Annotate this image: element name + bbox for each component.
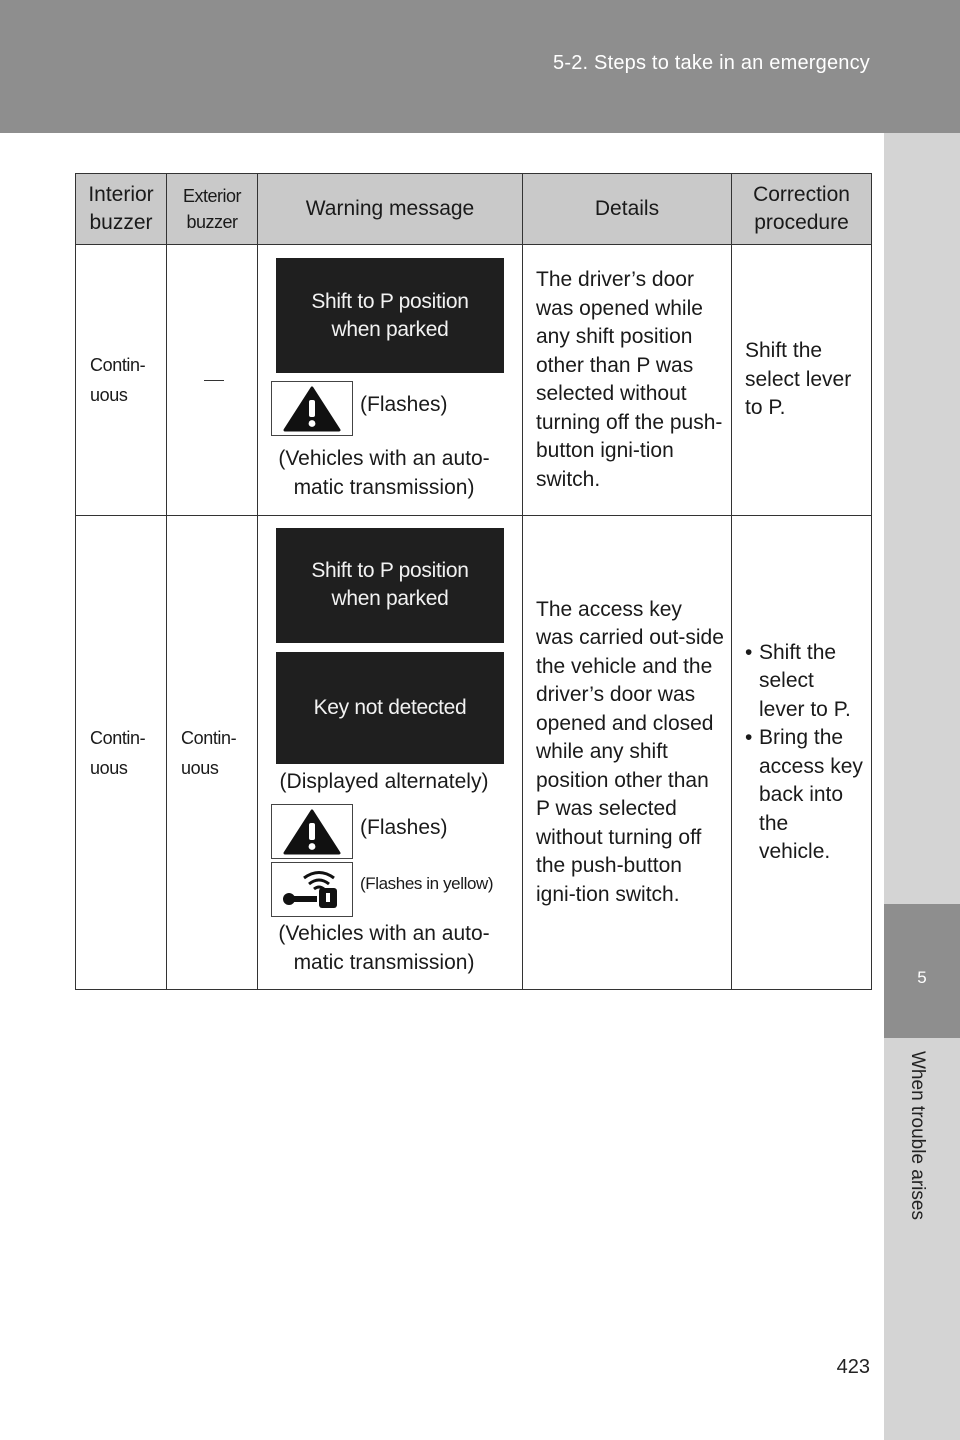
page-header <box>0 0 960 133</box>
correction-step: • Shift the select lever to P. <box>745 639 865 725</box>
warning-triangle-icon <box>282 808 342 856</box>
interior-buzzer-value: Contin- uous <box>90 727 146 778</box>
exterior-buzzer-value: Contin- uous <box>181 727 237 778</box>
details-cell: The driver’s door was opened while any shift position other than P was selected without turning off the push-button igni-tion switch. <box>523 245 732 516</box>
warning-table <box>75 173 872 990</box>
page-number: 423 <box>836 1356 870 1378</box>
chapter-number-tab <box>884 904 960 1038</box>
display-shift-to-p <box>276 528 504 643</box>
details-cell: The access key was carried out-side the vehicle and the driver’s door was opened and closed while any shift position other than P was selected without turning off the push-button igni-tion switch. <box>523 516 732 990</box>
key-indicator-row <box>271 862 510 917</box>
table-row <box>76 245 872 516</box>
warning-message-cell <box>258 516 523 990</box>
correction-step: • Bring the access key back into the vehicle. <box>745 724 865 867</box>
interior-buzzer-cell <box>76 516 167 990</box>
header-warning-message: Warning message <box>258 174 523 245</box>
chapter-side-tab <box>884 133 960 1440</box>
header-correction: Correction procedure <box>732 174 872 245</box>
vehicle-note: (Vehicles with an auto- matic transmission) <box>278 922 490 974</box>
header-exterior-buzzer: Exterior buzzer <box>167 174 258 245</box>
chapter-label-wrap <box>906 1051 936 1251</box>
key-icon-box <box>271 862 353 917</box>
smart-key-icon <box>279 868 345 912</box>
correction-list <box>745 639 865 867</box>
correction-cell <box>732 516 872 990</box>
display-text: Key not detected <box>313 695 467 719</box>
warning-triangle-icon <box>282 385 342 433</box>
section-title: 5-2. Steps to take in an emergency <box>553 52 870 74</box>
flashes-yellow-note: (Flashes in yellow) <box>360 874 494 894</box>
warning-icon-box <box>271 381 353 436</box>
table-header-row <box>76 174 872 245</box>
header-details: Details <box>523 174 732 245</box>
warning-icon-box <box>271 804 353 859</box>
alternate-note: (Displayed alternately) <box>279 769 489 793</box>
flashes-note: (Flashes) <box>360 816 448 840</box>
correction-cell: Shift the select lever to P. <box>732 245 872 516</box>
vehicle-note: (Vehicles with an auto- matic transmission) <box>278 447 490 499</box>
flashes-note: (Flashes) <box>360 393 448 416</box>
display-text: Shift to P position when parked <box>311 289 469 341</box>
display-key-not-detected <box>276 652 504 764</box>
display-text: Shift to P position when parked <box>311 559 469 611</box>
warning-indicator-row <box>271 381 510 436</box>
warning-indicator-row <box>271 804 510 859</box>
exterior-buzzer-cell <box>167 245 258 516</box>
exterior-buzzer-cell <box>167 516 258 990</box>
header-interior-buzzer: Interior buzzer <box>76 174 167 245</box>
interior-buzzer-cell <box>76 245 167 516</box>
chapter-number: 5 <box>917 968 927 987</box>
warning-message-cell <box>258 245 523 516</box>
no-buzzer-dash <box>204 380 224 381</box>
table-row <box>76 516 872 990</box>
interior-buzzer-value: Contin- uous <box>90 355 146 405</box>
display-shift-to-p <box>276 258 504 373</box>
chapter-label: When trouble arises <box>907 1051 928 1220</box>
